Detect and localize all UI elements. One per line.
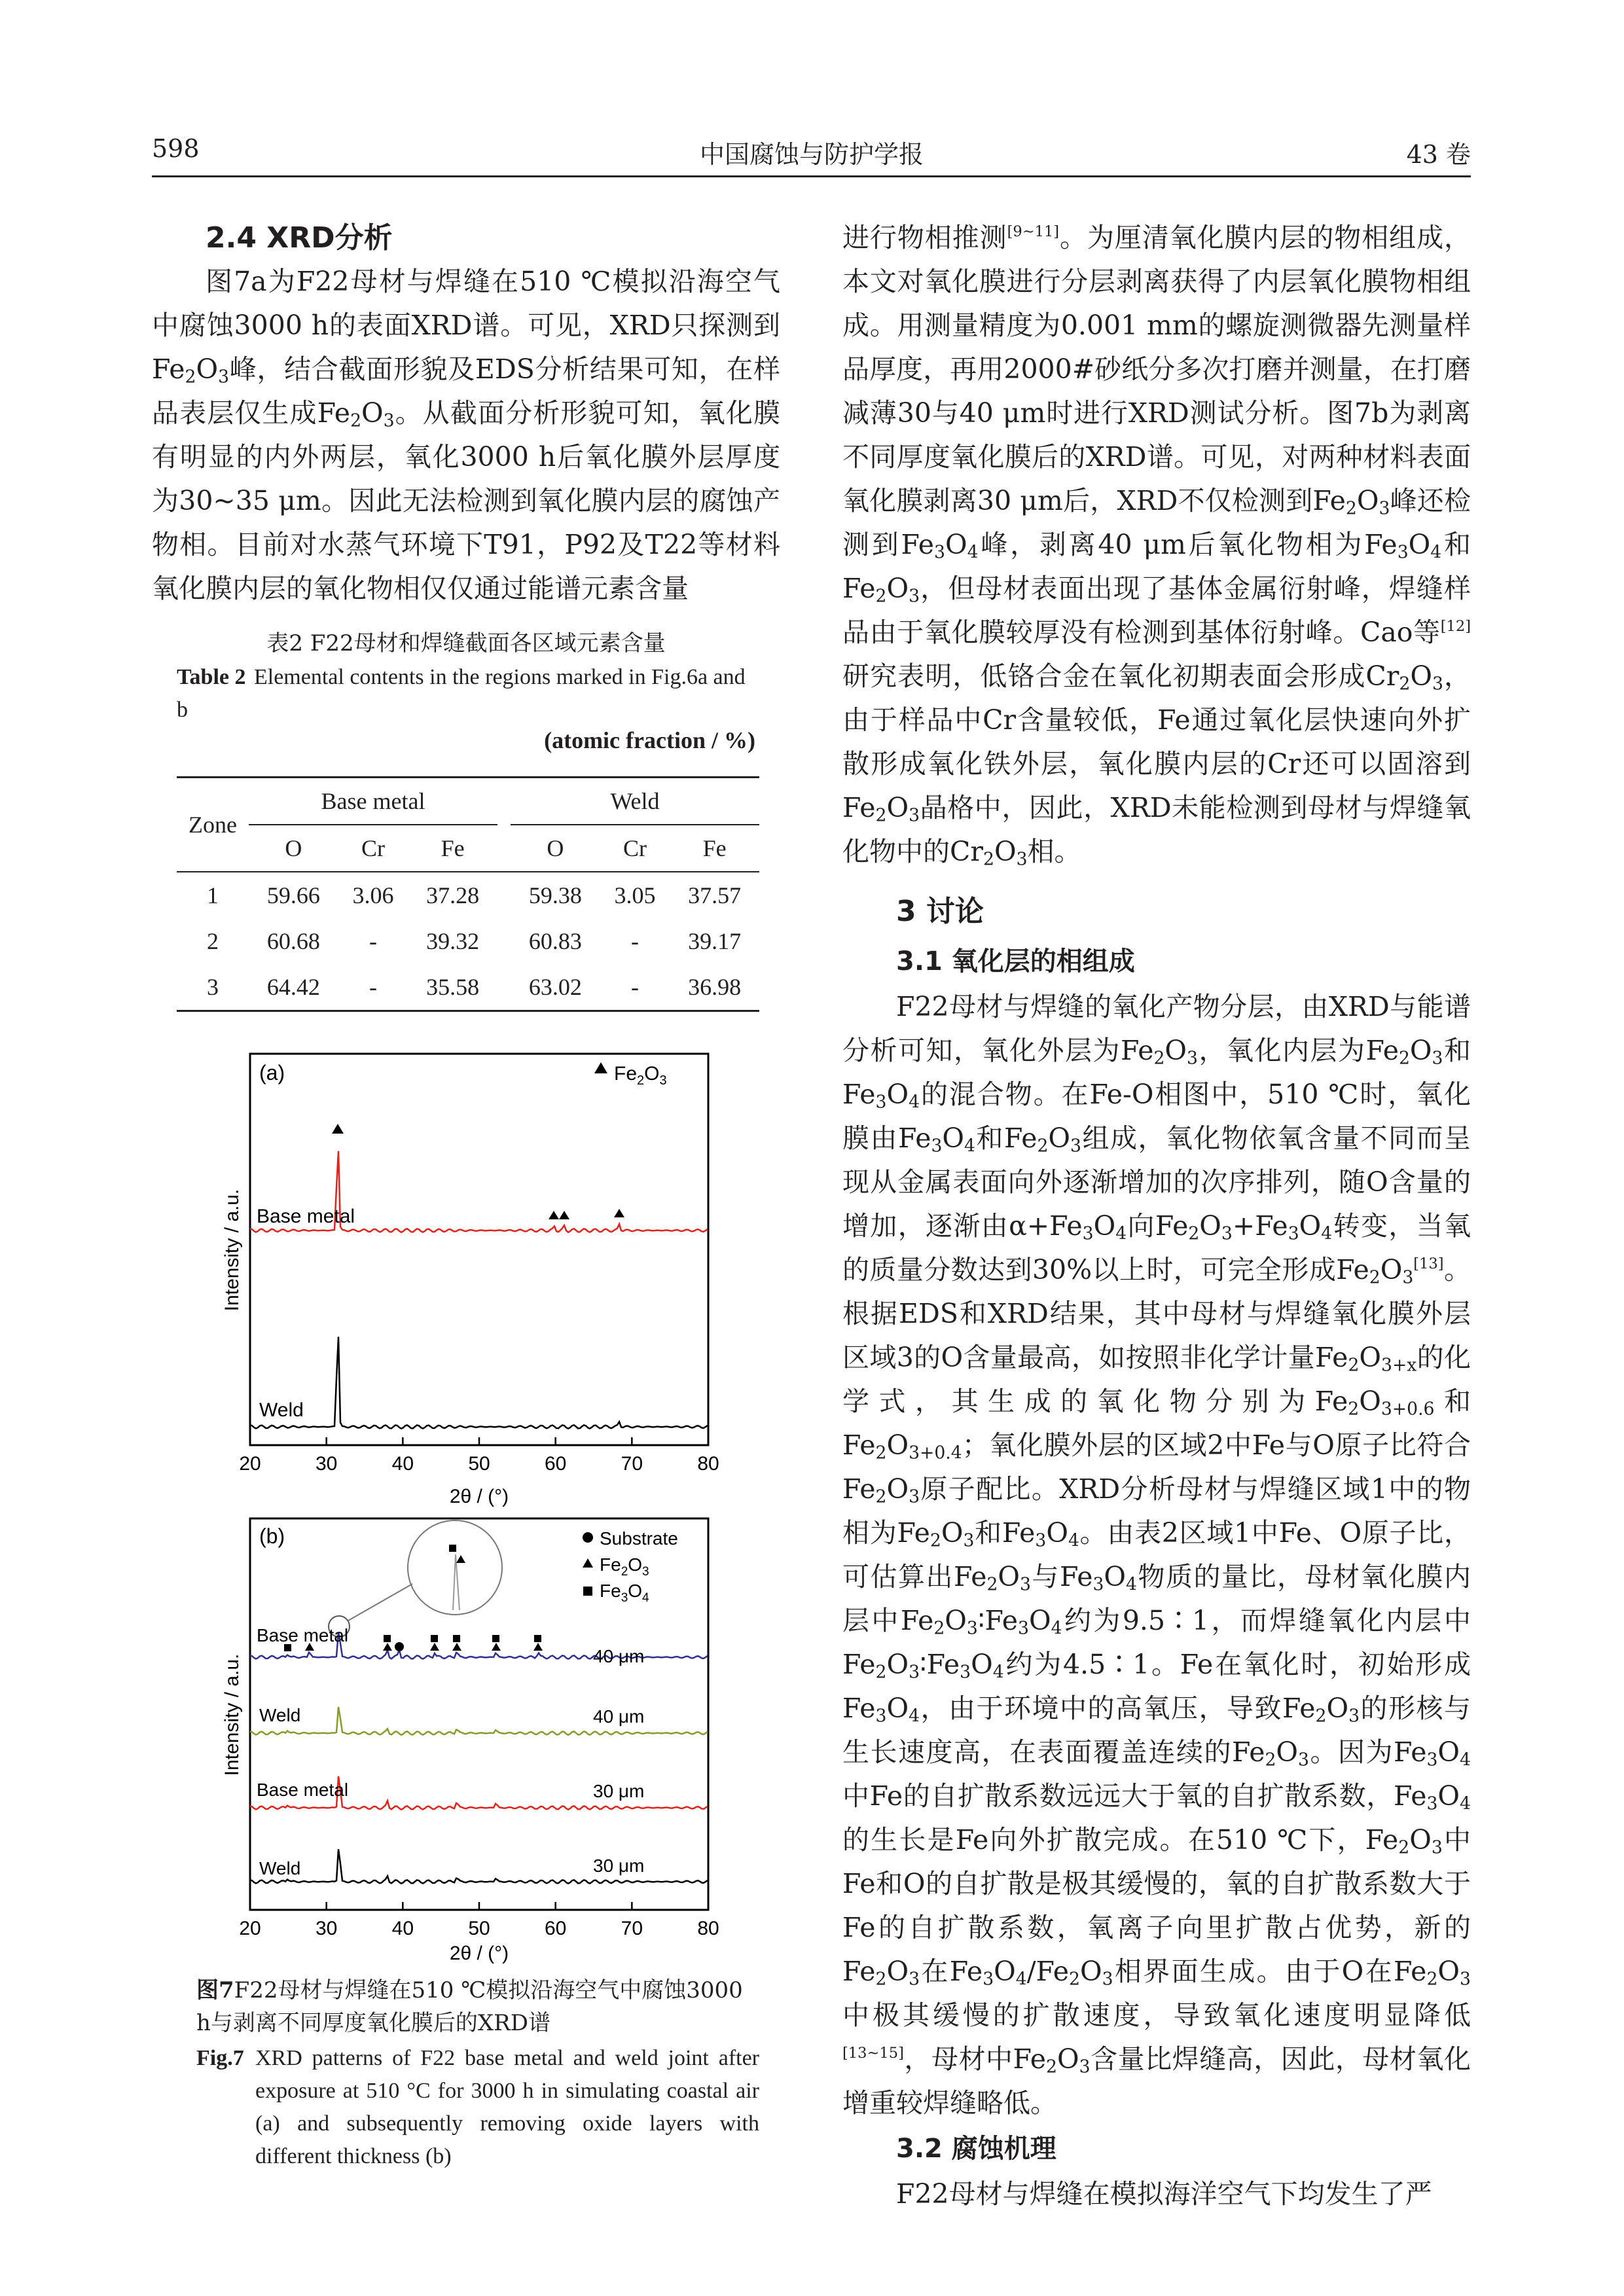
table2-caption-cn: 表2 F22母材和焊缝截面各区域元素含量: [266, 630, 666, 656]
curve-label: Base metal: [257, 1206, 355, 1227]
figure7-caption-cn: [196, 1974, 759, 2039]
figure7-caption-en: [196, 2042, 759, 2173]
x-tick-label: 50: [468, 1453, 490, 1475]
table2-caption-text: Elemental contents in the regions marked in Fig.6a and b: [177, 665, 746, 722]
right-paragraph-3: F22母材与焊缝在模拟海洋空气下均发生了严: [896, 2178, 1432, 2210]
x-tick-label: 50: [468, 1918, 490, 1939]
fe3o4-marker-icon: [534, 1635, 541, 1642]
left-paragraph: 图7a为F22母材与焊缝在510 ℃模拟沿海空气中腐蚀3000 h的表面XRD谱。可见，XRD只探测到$Fe_2O_3$峰，结合截面形貌及EDS分析结果可知，在样品表层仅生成$Fe_2O_3$。从截面分析形貌可知，氧化膜有明显的内外两层，氧化3000 h后氧化膜外层厚度为30~35 μm。因此无法检测到氧化膜内层的腐蚀产物相。目前对水蒸气环境下T91，P92及T22等材料氧化膜内层的氧化物相仅仅通过能谱元素含量: [152, 266, 781, 604]
fe2o3-legend-icon: [583, 1558, 593, 1568]
curve-thickness: 40 μm: [593, 1646, 645, 1666]
curve-label: Base metal: [257, 1625, 349, 1645]
table-row: [177, 872, 759, 918]
left-column: [152, 216, 780, 611]
header-rule: [152, 175, 1471, 177]
table2-subheader: O: [285, 835, 302, 861]
table2: [177, 776, 759, 1012]
table-cell: 36.98: [688, 974, 742, 1000]
x-axis-ticks: [239, 1902, 719, 1939]
fe2o3-marker-icon: [549, 1211, 559, 1219]
y-axis-label: Intensity / a.u.: [221, 1189, 243, 1312]
table-row: [177, 918, 759, 964]
fe3o4-marker-icon: [453, 1635, 460, 1642]
panel-label: (a): [259, 1061, 285, 1085]
table-cell: 63.02: [528, 974, 582, 1000]
fe2o3-marker-icon: [383, 1643, 392, 1651]
table2-subheader: Cr: [361, 835, 385, 861]
fe3o4-marker-icon: [384, 1635, 391, 1642]
x-tick-label: 80: [697, 1918, 719, 1939]
table-cell: 59.38: [528, 882, 582, 908]
right-paragraph-2: F22母材与焊缝的氧化产物分层，由XRD与能谱分析可知，氧化外层为$Fe_2O_3$，氧化内层为$Fe_2O_3$和$Fe_3O_4$的混合物。在Fe-O相图中，510 ℃时，氧化膜由$Fe_3O_4$和$Fe_2O_3$组成，氧化物依氧含量不同而呈现从金属表面向外逐渐增加的次序排列，随O含量的增加，逐渐由$\alpha+Fe_3O_4$向$Fe_2O_3+Fe_3O_4$转变，当氧的质量分数达到30%以上时，可完全形成$Fe_2O_3[13]$。根据EDS和XRD结果，其中母材与焊缝氧化膜外层区域3的O含量最高，如按照非化学计量$Fe_2O_{3+x}$的化学式，其生成的氧化物分别为$Fe_2O_{3+0.6}$和$Fe_2O_{3+0.4}$；氧化膜外层的区域2中Fe与O原子比符合$Fe_2O_3$原子配比。XRD分析母材与焊缝区域1中的物相为$Fe_2O_3$和$Fe_3O_4$。由表2区域1中Fe、O原子比，可估算出$Fe_2O_3$与$Fe_3O_4$物质的量比，母材氧化膜内层中$Fe_2O_3∶Fe_3O_4$约为9.5∶1，而焊缝氧化内层中$Fe_2O_3∶Fe_3O_4$约为4.5∶1。Fe在氧化时，初始形成$Fe_3O_4$，由于环境中的高氧压，导致$Fe_2O_3$的形核与生长速度高，在表面覆盖连续的$Fe_2O_3$。因为$Fe_3O_4$中Fe的自扩散系数远远大于氧的自扩散系数，$Fe_3O_4$的生长是Fe向外扩散完成。在510 ℃下，$Fe_2O_3$中Fe和O的自扩散是极其缓慢的，氧的自扩散系数大于Fe的自扩散系数，氧离子向里扩散占优势，新的$Fe_2O_3$在$Fe_3O_4/Fe_2O_3$相界面生成。由于O在$Fe_2O_3$中极其缓慢的扩散速度，导致氧化速度明显降低[13~15]，母材中$Fe_2O_3$含量比焊缝高，因此，母材氧化增重较焊缝略低。: [842, 991, 1471, 2119]
fe2o3-marker-icon: [456, 1555, 465, 1563]
table-cell: 2: [207, 928, 219, 954]
section-heading-3-2: 3.2 腐蚀机理: [896, 2134, 1056, 2164]
table-cell: 3.05: [614, 882, 656, 908]
curve-label: Base metal: [257, 1780, 349, 1800]
table-cell: 60.68: [266, 928, 320, 954]
table2-subheader: Fe: [441, 835, 465, 861]
legend-fe2o3: $Fe_2O_3$: [614, 1063, 667, 1088]
x-tick-label: 70: [621, 1453, 643, 1475]
curve-label: Weld: [259, 1705, 301, 1725]
table-cell: 3: [207, 974, 219, 1000]
table2-label-en: Table 2: [177, 665, 246, 689]
curve-thickness: 40 μm: [593, 1706, 645, 1727]
fe2o3-marker-icon: [559, 1211, 569, 1219]
fe2o3-marker-icon: [332, 1124, 344, 1134]
x-tick-label: 70: [621, 1918, 643, 1939]
section-heading-3-1: 3.1 氧化层的相组成: [896, 946, 1135, 977]
fe2o3-marker-icon: [492, 1643, 501, 1651]
curve-thickness: 30 μm: [593, 1781, 645, 1801]
right-column: [842, 216, 1471, 2216]
table2-base-header: Base metal: [249, 778, 497, 825]
fe2o3-marker-icon: [533, 1643, 543, 1651]
table-cell: 60.83: [528, 928, 582, 954]
fe3o4-legend-icon: [583, 1587, 592, 1596]
substrate-marker-icon: [395, 1642, 404, 1651]
journal-title: 中国腐蚀与防护学报: [699, 140, 924, 169]
x-axis-ticks: [239, 1437, 719, 1475]
table-cell: 39.32: [426, 928, 480, 954]
fe2o3-marker-icon: [614, 1209, 624, 1217]
y-axis-label: Intensity / a.u.: [221, 1653, 243, 1776]
figure7-label-cn: 图7: [196, 1977, 234, 2003]
x-tick-label: 60: [544, 1918, 567, 1939]
x-tick-label: 30: [315, 1453, 338, 1475]
table-cell: -: [630, 974, 639, 1000]
legend-substrate: Substrate: [600, 1528, 678, 1549]
table-cell: 64.42: [266, 974, 320, 1000]
substrate-legend-icon: [583, 1532, 593, 1543]
volume-label: 43 卷: [1406, 140, 1471, 169]
table2-caption-en: [177, 661, 753, 726]
table-cell: -: [369, 928, 377, 954]
x-tick-label: 20: [239, 1453, 261, 1475]
table2-subheader: O: [547, 835, 564, 861]
curve-label: Weld: [259, 1858, 301, 1878]
section-heading-2-4: 2.4 XRD分析: [206, 221, 393, 255]
table-cell: 1: [207, 882, 219, 908]
x-tick-label: 20: [239, 1918, 261, 1939]
curve-label: Weld: [259, 1399, 304, 1421]
fe2o3-marker-icon: [452, 1643, 461, 1651]
figure7-caption-cn-text: F22母材与焊缝在510 ℃模拟沿海空气中腐蚀3000 h与剥离不同厚度氧化膜后的XRD谱: [196, 1977, 743, 2036]
x-tick-label: 40: [391, 1918, 414, 1939]
x-axis-label: 2θ / (°): [449, 1943, 509, 1964]
fe2o3-marker-icon: [430, 1643, 439, 1651]
table2-subheader: Cr: [623, 835, 647, 861]
fe3o4-marker-icon: [431, 1635, 438, 1642]
table-cell: -: [369, 974, 377, 1000]
table2-weld-header: Weld: [511, 778, 759, 825]
table-cell: 59.66: [266, 882, 320, 908]
table-cell: 37.57: [688, 882, 742, 908]
x-tick-label: 30: [315, 1918, 338, 1939]
figure7-caption-en-text: XRD patterns of F22 base metal and weld joint after exposure at 510 °C for 3000 h in simulating coastal air (a) and subsequently removing oxide layers with different thickness (b): [255, 2046, 759, 2168]
fe3o4-marker-icon: [449, 1545, 456, 1552]
table-cell: 3.06: [352, 882, 394, 908]
section-heading-3: 3 讨论: [896, 895, 984, 928]
table-cell: 37.28: [426, 882, 480, 908]
table2-subheader: Fe: [702, 835, 727, 861]
fe2o3-legend-icon: [594, 1062, 607, 1073]
peak-markers: [332, 1124, 624, 1219]
curve-thickness: 30 μm: [593, 1856, 645, 1876]
figure7b: [209, 1505, 785, 1964]
curve-weld: [250, 1336, 708, 1428]
table-row: [177, 964, 759, 1011]
figure7-label-en: Fig.7: [196, 2046, 244, 2070]
table-cell: 35.58: [426, 974, 480, 1000]
legend-fe3o4: $Fe_3O_4$: [600, 1581, 649, 1605]
x-tick-label: 40: [391, 1453, 414, 1475]
fe3o4-marker-icon: [492, 1635, 499, 1642]
table2-zone-header: Zone: [189, 812, 237, 838]
figure7a: [209, 1041, 785, 1512]
table2-unit: (atomic fraction / %): [544, 727, 755, 753]
x-tick-label: 80: [697, 1453, 719, 1475]
x-axis-label: 2θ / (°): [449, 1486, 509, 1507]
zoom-connector: [348, 1584, 412, 1621]
legend-fe2o3: $Fe_2O_3$: [600, 1554, 649, 1579]
panel-label: (b): [259, 1524, 285, 1548]
page-number: 598: [152, 134, 200, 163]
table-cell: -: [630, 928, 639, 954]
plot-frame: [250, 1054, 708, 1445]
right-paragraph-1: 进行物相推测[9~11]。为厘清氧化膜内层的物相组成，本文对氧化膜进行分层剥离获得了内层氧化膜物相组成。用测量精度为0.001 mm的螺旋测微器先测量样品厚度，再用2000#砂纸分多次打磨并测量，在打磨减薄30与40 μm时进行XRD测试分析。图7b为剥离不同厚度氧化膜后的XRD谱。可见，对两种材料表面氧化膜剥离30 μm后，XRD不仅检测到$Fe_2O_3$峰还检测到$Fe_3O_4$峰，剥离40 μm后氧化物相为$Fe_3O_4$和$Fe_2O_3$，但母材表面出现了基体金属衍射峰，焊缝样品由于氧化膜较厚没有检测到基体衍射峰。Cao等[12]研究表明，低铬合金在氧化初期表面会形成$Cr_2O_3$，由于样品中Cr含量较低，Fe通过氧化层快速向外扩散形成氧化铁外层，氧化膜内层的Cr还可以固溶到$Fe_2O_3$晶格中，因此，XRD未能检测到母材与焊缝氧化物中的$Cr_2O_3$相。: [842, 222, 1471, 870]
x-tick-label: 60: [544, 1453, 567, 1475]
table-cell: 39.17: [688, 928, 742, 954]
